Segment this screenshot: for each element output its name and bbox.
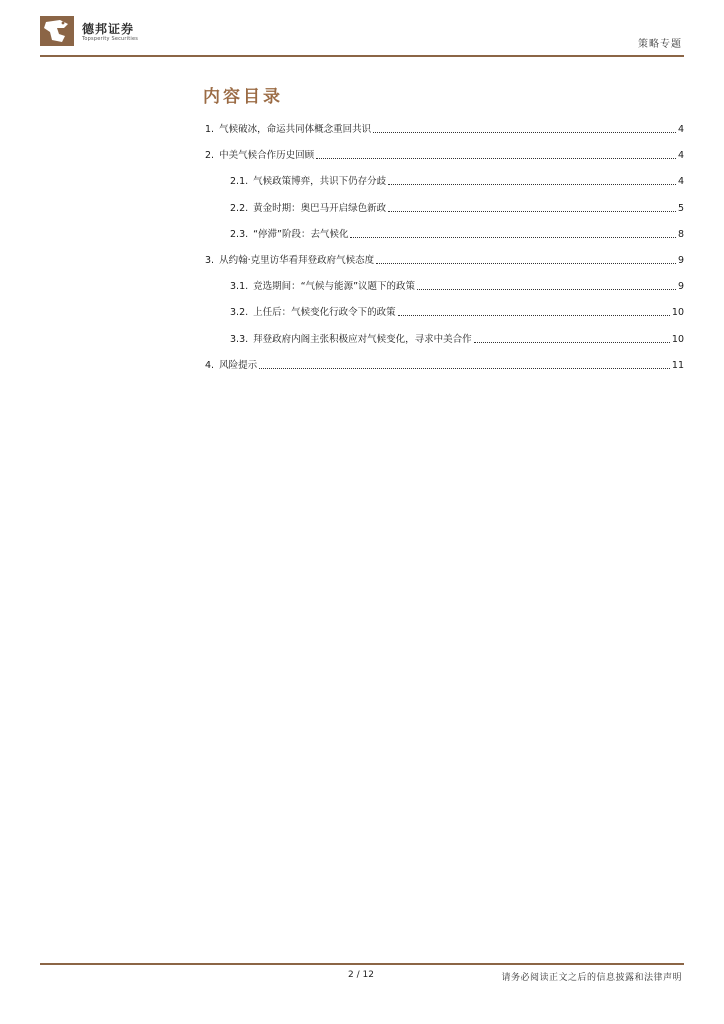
toc-entry-label: 气候政策博弈，共识下仍存分歧 <box>253 176 387 188</box>
toc-entry-label: 从约翰·克里访华看拜登政府气候态度 <box>219 255 375 266</box>
toc-entry[interactable] <box>230 203 684 215</box>
toc-entry-page: 11 <box>671 359 684 371</box>
toc-entry[interactable] <box>230 176 684 188</box>
footer-divider <box>40 963 684 965</box>
toc-leader-dots <box>398 313 670 316</box>
toc-entry-label: 上任后：气候变化行政令下的政策 <box>253 307 396 319</box>
company-name-en: Topsperity Securities <box>82 36 139 42</box>
toc-entry-page: 4 <box>677 150 684 162</box>
toc-entry-number: 3. <box>205 255 215 266</box>
toc-leader-dots <box>474 340 670 343</box>
toc-title: 内容目录 <box>203 87 283 107</box>
toc-leader-dots <box>376 261 676 264</box>
toc-entry-label: 黄金时期：奥巴马开启绿色新政 <box>253 202 387 214</box>
toc-entry-number: 2. <box>205 150 215 162</box>
document-type: 策略专题 <box>638 39 682 50</box>
toc-entry-label: 风险提示 <box>219 359 258 371</box>
toc-entry-page: 5 <box>677 202 684 214</box>
toc-entry-number: 2.3. <box>230 228 249 240</box>
toc-entry[interactable] <box>230 281 684 293</box>
toc-leader-dots <box>350 235 675 238</box>
toc-entry-page: 9 <box>677 255 684 266</box>
toc-entry-number: 3.1. <box>230 281 249 293</box>
toc-leader-dots <box>388 209 676 212</box>
toc-entry-label: 气候破冰，命运共同体概念重回共识 <box>219 124 372 135</box>
page-number: 2 / 12 <box>348 970 374 980</box>
toc-entry-label: 拜登政府内阁主张积极应对气候变化，寻求中美合作 <box>253 333 472 345</box>
toc-entry-number: 4. <box>205 359 215 371</box>
toc-entry-page: 10 <box>671 333 684 345</box>
toc-leader-dots <box>373 130 676 133</box>
toc-entry-number: 3.2. <box>230 307 249 319</box>
company-name: 德邦证券 <box>82 22 135 36</box>
toc-entry-page: 9 <box>677 281 684 293</box>
toc-entry-label: 竞选期间：“气候与能源”议题下的政策 <box>253 281 415 293</box>
toc-entry[interactable] <box>230 229 684 241</box>
toc-leader-dots <box>259 366 670 369</box>
toc-entry-page: 4 <box>677 176 684 188</box>
toc-leader-dots <box>417 287 676 290</box>
header-divider <box>40 55 684 57</box>
disclaimer-note: 请务必阅读正文之后的信息披露和法律声明 <box>501 973 682 983</box>
toc-entry-number: 1. <box>205 124 215 135</box>
toc-entry[interactable] <box>230 307 684 319</box>
toc-entry-label: 中美气候合作历史回顾 <box>219 150 315 162</box>
toc-entry[interactable] <box>205 360 684 372</box>
toc-leader-dots <box>388 182 676 185</box>
page-header <box>0 0 724 60</box>
toc-entry[interactable] <box>205 255 684 267</box>
toc-entry[interactable] <box>205 124 684 136</box>
toc-entry-number: 2.1. <box>230 176 249 188</box>
toc-entry-number: 2.2. <box>230 202 249 214</box>
toc-entry-number: 3.3. <box>230 333 249 345</box>
toc-leader-dots <box>316 156 676 159</box>
toc-entry-label: “停滞”阶段：去气候化 <box>253 228 349 240</box>
toc-entry[interactable] <box>230 334 684 346</box>
toc-entry[interactable] <box>205 150 684 162</box>
toc-entry-page: 4 <box>677 124 684 135</box>
toc-entry-page: 8 <box>677 228 684 240</box>
company-logo-icon <box>40 16 74 46</box>
toc-entry-page: 10 <box>671 307 684 319</box>
